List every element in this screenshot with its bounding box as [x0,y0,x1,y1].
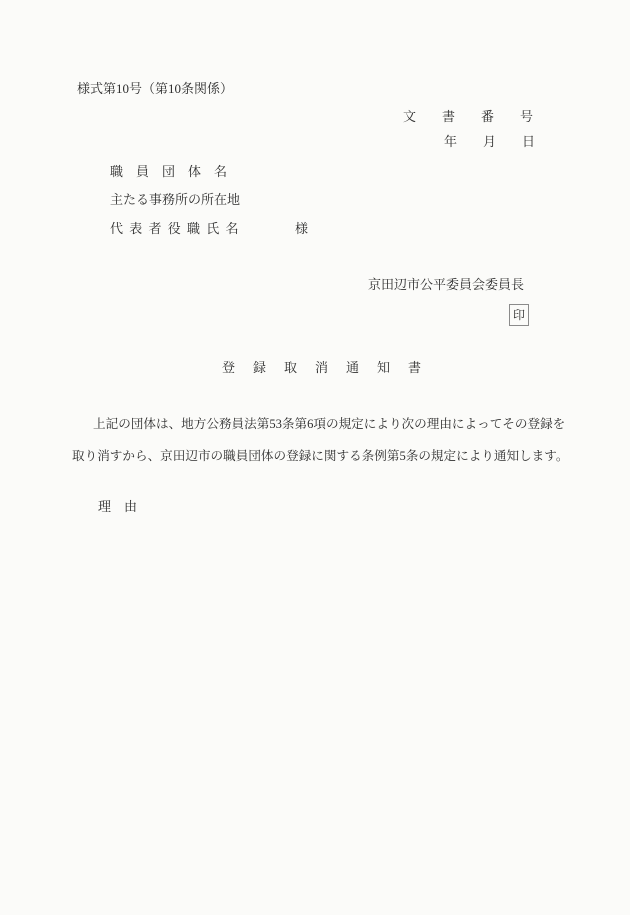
seal-stamp [509,304,529,326]
commissioner-name: 京田辺市公平委員会委員長 [368,277,525,292]
doc-number-label: 文 書 番 号 [403,109,534,124]
form-number: 様式第10号（第10条関係） [77,81,234,96]
org-name-label: 職 員 団 体 名 [110,164,228,179]
body-line-1: 上記の団体は、地方公務員法第53条第6項の規定により次の理由によってその登録を [93,417,566,431]
seal-mark-text: 印 [512,308,525,322]
reason-label: 理 由 [98,499,138,514]
representative-label: 代 表 者 役 職 氏 名 [110,221,241,236]
body-line-2: 取り消すから、京田辺市の職員団体の登録に関する条例第5条の規定により通知します。 [72,449,569,463]
office-address-label: 主たる事務所の所在地 [110,192,241,207]
document-title: 登 録 取 消 通 知 書 [222,360,424,375]
date-label: 年 月 日 [444,134,536,149]
honorific-sama: 様 [295,221,309,236]
